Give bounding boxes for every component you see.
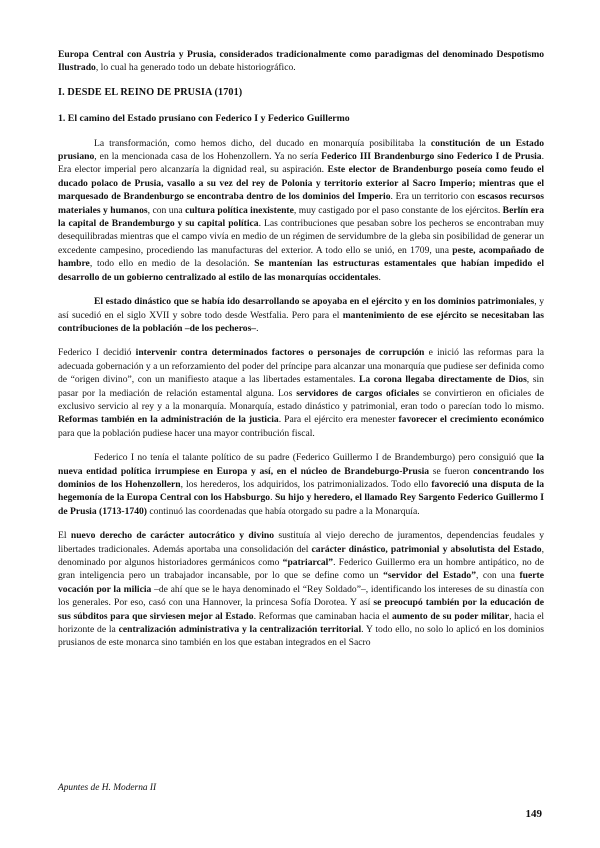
bold-text-run: concentrando los dominios de los Hohenzollern <box>58 465 544 490</box>
text-run: continuó las coordenadas que había otorgado su padre a la Monarquía. <box>147 505 420 517</box>
text-run: , denominado por algunos historiadores germánicos como <box>58 543 544 568</box>
bold-text-run: constitución de un Estado prusiano <box>58 137 544 163</box>
bold-text-run: favoreció una disputa de la hegemonía de la Europa Central con los Habsburgo <box>58 478 544 504</box>
bold-text-run: “servidor del Estado” <box>383 570 477 582</box>
text-run: . <box>256 322 259 334</box>
paragraph <box>58 346 544 440</box>
paragraph <box>58 295 544 335</box>
text-run: . <box>270 492 275 504</box>
text-run: . Las contribuciones que pesaban sobre los pecheros se encontraban muy desequilibradas mientras que el campo vivía en medio de un régimen de servidumbre de la gleba sin posibilidad de generar un excedente campesino, procediendo las manufacturas del exterior. A todo ello se unió, en 1709, una <box>58 218 544 256</box>
footer-title: Apuntes de H. Moderna II <box>58 783 157 793</box>
text-run: . Y todo ello, no solo lo aplicó en los dominios prusianos de este monarca sino también en los que estaban integrados en el Sacro <box>58 624 544 649</box>
text-run: , sin pasar por la mediación de relación estamental alguna. Los <box>58 374 544 399</box>
paragraph <box>58 137 544 284</box>
bold-text-run: nuevo derecho de carácter autocrático y divino <box>70 530 274 542</box>
text-run: , lo cual ha generado todo un debate historiográfico. <box>95 62 296 74</box>
bold-text-run: Europa Central con Austria y Prusia, considerados tradicionalmente como paradigmas del denominado Despotismo Ilustrado <box>58 49 544 74</box>
bold-text-run: La corona llegaba directamente de Dios <box>358 374 527 386</box>
text-run: , los herederos, los adquiridos, los patrimonializados. Todo ello <box>180 478 432 490</box>
text-run: , hacia el horizonte de la <box>58 610 545 636</box>
bold-text-run: “patriarcal” <box>282 557 334 568</box>
bold-text-run: Federico III Brandenburgo sino Federico I de Prusia <box>321 151 542 163</box>
text-run: sustituía al viejo derecho de juramentos, dependencias feudales y libertades tradicionales. Además aportaba una consolidación del <box>58 530 544 555</box>
bold-text-run: El estado dinástico que se había ido desarrollando se apoyaba en el ejército y en los dominios patrimoniales <box>94 296 535 308</box>
text-run: Federico I decidió <box>58 347 136 359</box>
text-run: El <box>58 530 71 542</box>
bold-text-run: Se mantenían las estructuras estamentales que habían impedido el desarrollo de un gobierno centralizado al estilo de las monarquías occidentales <box>58 258 544 283</box>
text-run: . Era un territorio con <box>390 191 478 203</box>
bold-text-run: Berlín era la capital de Brandemburgo y su capital política <box>58 204 545 230</box>
text-run: para que la población pudiese hacer una mayor contribución fiscal. <box>58 427 315 439</box>
text-run: , todo ello en medio de la desolación. <box>89 258 255 270</box>
text-run: . Federico Guillermo era un hombre antipático, no de gran inteligencia pero un trabajador incansable, por lo que se define como un <box>58 557 544 582</box>
bold-text-run: peste, acompañado de hambre <box>58 244 544 270</box>
intro-paragraph <box>58 48 544 75</box>
bold-text-run: la nueva entidad política irrumpiese en Europa y así, en el núcleo de Brandeburgo-Prusia <box>58 452 544 477</box>
bold-text-run: se preocupó también por la educación de sus súbditos para que sirviesen mejor al Estado <box>58 597 544 622</box>
bold-text-run: servidores de cargos oficiales <box>296 387 420 399</box>
bold-text-run: escasos recursos materiales y humanos <box>58 191 545 216</box>
text-run: Federico I no tenía el talante político de su padre (Federico Guillermo I de Brandemburgo) pero consiguió que <box>94 452 537 464</box>
text-run: , con una <box>476 570 520 582</box>
text-run: se fueron <box>429 465 474 477</box>
body-text <box>58 137 544 650</box>
bold-text-run: fuerte vocación por la milicia <box>58 570 544 595</box>
subsection-heading: 1. El camino del Estado prusiano con Federico I y Federico Guillermo <box>58 113 350 125</box>
page-number: 149 <box>525 808 542 820</box>
text-run: e inició las reformas para la adecuada gobernación y a un reforzamiento del poder del príncipe para alcanzar una monarquía que pudiese ser definida como de “origen divino”, con un manifiesto ataque a las libertades estamentales. <box>58 347 545 386</box>
text-run: , en la mencionada casa de los Hohenzollern. Ya no sería <box>94 151 322 163</box>
bold-text-run: Este elector de Brandenburgo poseía como feudo el ducado polaco de Prusia, vasallo a su vez del rey de Polonia y territorio exterior al Sacro Imperio; mientras que el marquesado de Brandenburgo se encontraba dentro de los dominios del Imperio <box>58 164 544 203</box>
text-run: , con una <box>147 204 186 216</box>
text-run: . Reformas que caminaban hacia el <box>253 610 392 622</box>
bold-text-run: carácter dinástico, patrimonial y absolutista del Estado <box>311 543 542 555</box>
bold-text-run: centralización administrativa y la centralización territorial <box>118 624 362 636</box>
text-run: . <box>378 271 381 283</box>
text-run: –de ahí que se le haya denominado el “Rey Soldado”–, identificando los intereses de su dinastía con los generales. Por eso, casó con una Hannover, la princesa Sofía Dorotea. Y así <box>58 583 544 609</box>
bold-text-run: aumento de su poder militar <box>391 610 510 622</box>
text-run: . Era elector imperial pero alcanzaría la dignidad real, su aspiración. <box>58 151 544 176</box>
paragraph <box>58 529 544 650</box>
text-run: se convirtieron en oficiales de exclusivo servicio al rey y a la monarquía. Monarquía, estado dinástico y patrimonial, eran todo o parecían todo lo mismo. <box>58 387 544 412</box>
text-run: . Para el ejército era menester <box>278 414 399 426</box>
bold-text-run: intervenir contra determinados factores o personajes de corrupción <box>135 347 425 359</box>
text-run: , muy castigado por el paso constante de los ejércitos. <box>293 204 503 216</box>
bold-text-run: Reformas también en la administración de la justicia <box>58 414 279 426</box>
text-run: , y así sucedió en el siglo XVII y sobre todo desde Westfalia. Pero para el <box>58 296 545 321</box>
bold-text-run: Su hijo y heredero, el llamado Rey Sargento Federico Guillermo I de Prusia (1713-1740) <box>58 492 544 517</box>
bold-text-run: favorecer el crecimiento económico <box>398 414 544 426</box>
section-heading: I. DESDE EL REINO DE PRUSIA (1701) <box>58 86 243 98</box>
bold-text-run: mantenimiento de ese ejército se necesitaban las contribuciones de la población –de los pecheros– <box>58 309 544 334</box>
paragraph <box>58 451 544 518</box>
bold-text-run: cultura política inexistente <box>185 204 294 216</box>
text-run: La transformación, como hemos dicho, del ducado en monarquía posibilitaba la <box>94 137 431 149</box>
